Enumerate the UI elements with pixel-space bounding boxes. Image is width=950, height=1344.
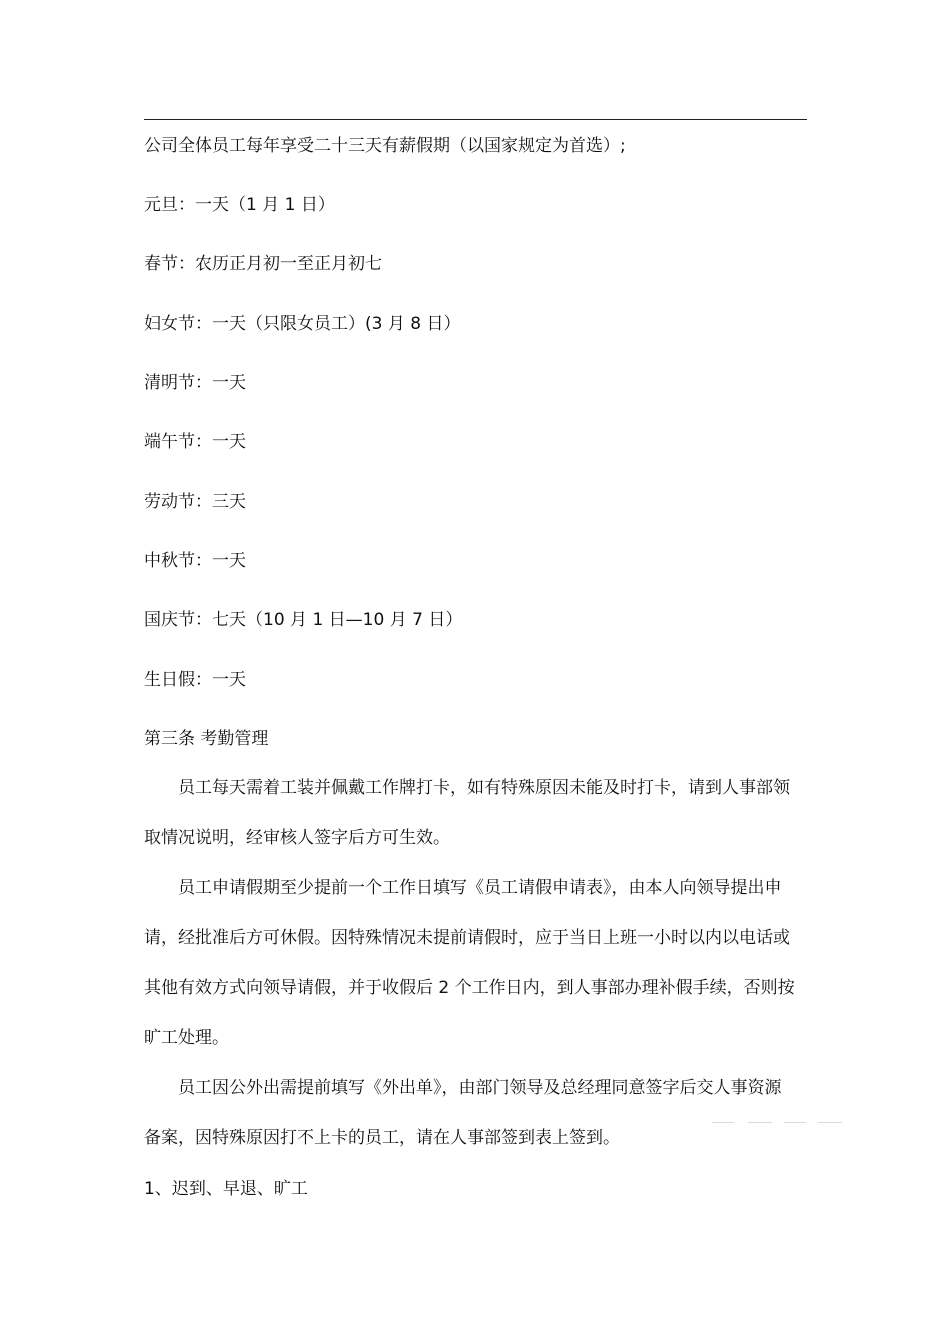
leave-paragraph-cont-3: 旷工处理。	[144, 1028, 229, 1048]
outing-paragraph: 员工因公外出需提前填写《外出单》，由部门领导及总经理同意签字后交人事资源	[178, 1078, 782, 1098]
faint-mark	[818, 1122, 842, 1123]
holiday-qingming: 清明节：一天	[144, 373, 246, 393]
paid-leave-intro: 公司全体员工每年享受二十三天有薪假期（以国家规定为首选）;	[144, 136, 626, 156]
leave-paragraph-cont-1: 请，经批准后方可休假。因特殊情况未提前请假时，应于当日上班一小时以内以电话或	[144, 928, 790, 948]
leave-paragraph-cont-2: 其他有效方式向领导请假，并于收假后 2 个工作日内，到人事部办理补假手续，否则按	[144, 978, 795, 998]
holiday-mid-autumn: 中秋节：一天	[144, 551, 246, 571]
holiday-dragon-boat: 端午节：一天	[144, 432, 246, 452]
attendance-paragraph-1-cont: 取情况说明，经审核人签字后方可生效。	[144, 828, 450, 848]
holiday-new-year: 元旦：一天（1 月 1 日）	[144, 195, 335, 215]
holiday-womens-day: 妇女节：一天（只限女员工）(3 月 8 日）	[144, 314, 461, 334]
faint-mark	[784, 1122, 806, 1123]
faint-mark	[748, 1122, 772, 1123]
holiday-national-day: 国庆节：七天（10 月 1 日—10 月 7 日）	[144, 610, 463, 630]
header-rule	[144, 119, 807, 120]
section-heading-attendance: 第三条 考勤管理	[144, 729, 269, 749]
faint-mark	[712, 1122, 734, 1123]
list-item-late-early-absent: 1、迟到、早退、旷工	[144, 1179, 308, 1199]
leave-paragraph: 员工申请假期至少提前一个工作日填写《员工请假申请表》，由本人向领导提出申	[178, 878, 782, 898]
holiday-spring-festival: 春节：农历正月初一至正月初七	[144, 254, 382, 274]
holiday-labor-day: 劳动节：三天	[144, 492, 246, 512]
attendance-paragraph-1: 员工每天需着工装并佩戴工作牌打卡，如有特殊原因未能及时打卡，请到人事部领	[178, 778, 790, 798]
holiday-birthday: 生日假：一天	[144, 670, 246, 690]
outing-paragraph-cont: 备案，因特殊原因打不上卡的员工，请在人事部签到表上签到。	[144, 1128, 620, 1148]
